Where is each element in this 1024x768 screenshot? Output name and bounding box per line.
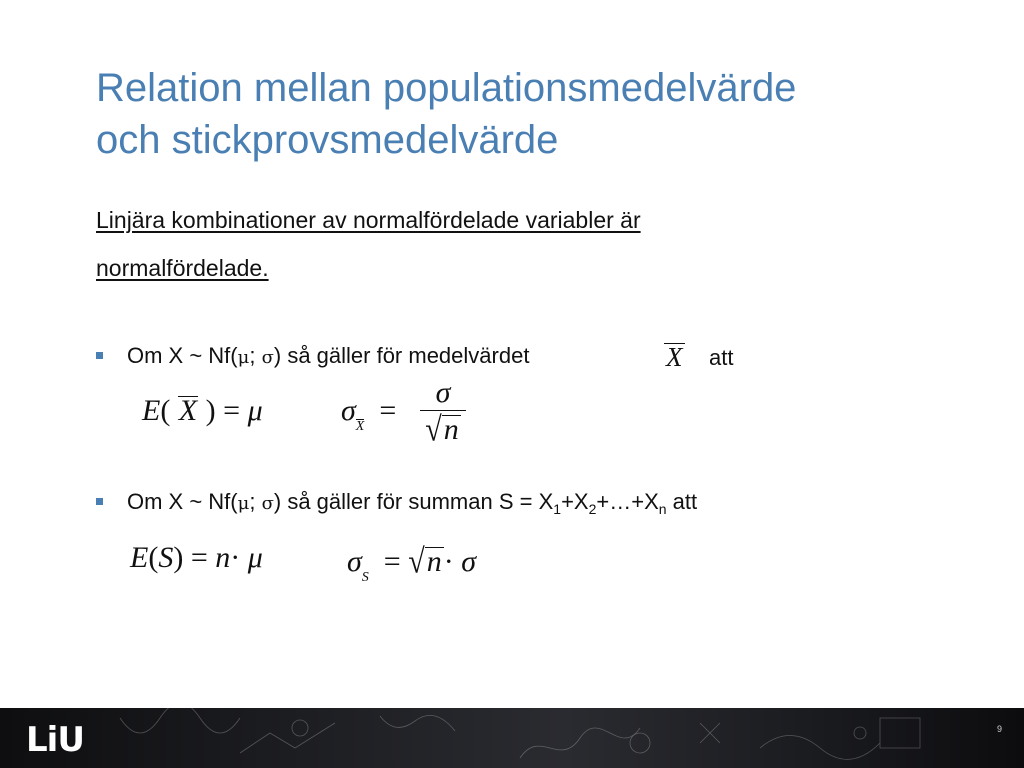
bullet2-plus1: +X xyxy=(561,489,589,514)
sqrt-icon: √ xyxy=(425,410,442,449)
formula-expectation-mean: E( X ) = μ xyxy=(142,394,263,427)
bullet1-suffix: ) så gäller för medelvärdet xyxy=(273,343,530,368)
footer-background-pattern-icon xyxy=(0,708,1024,768)
page-number: 9 xyxy=(996,724,1002,734)
formula1-fraction xyxy=(420,376,466,449)
title-line-2: och stickprovsmedelvärde xyxy=(96,118,559,162)
formula1-sigma-sub: X xyxy=(355,419,365,434)
formula-sd-sum: $\sigma_S = √n\cdot \sigma$ xyxy=(347,542,476,585)
formula2-E: E xyxy=(130,541,149,574)
bullet1-mu: μ xyxy=(237,347,250,368)
formula1-xbar: X xyxy=(178,394,198,427)
bullet2-sub1: 1 xyxy=(553,501,562,517)
bullet2-subn: n xyxy=(658,501,667,517)
subtitle xyxy=(96,196,856,292)
formula1-frac-den: n xyxy=(443,413,459,446)
bullet-mean xyxy=(96,343,529,369)
bullet1-sigma: σ xyxy=(261,347,274,368)
formula1-sigma: σ xyxy=(341,394,356,427)
liu-logo: LiU xyxy=(26,720,84,760)
formula2-sigma: σ xyxy=(347,545,362,578)
bullet2-plus2: +…+X xyxy=(596,489,659,514)
formula-expectation-sum: E(S) = n· μ xyxy=(130,541,263,574)
bullet1-prefix: Om X ~ Nf( xyxy=(127,343,238,368)
subtitle-line-2: normalfördelade. xyxy=(96,255,269,281)
bullet2-suffix: ) så gäller för summan S = X xyxy=(273,489,554,514)
bullet2-sub2: 2 xyxy=(588,501,597,517)
bullet-sum xyxy=(96,489,697,515)
formula2-sigma2: σ xyxy=(461,545,476,578)
formula2-S: S xyxy=(158,541,174,574)
formula1-E: E xyxy=(142,394,161,427)
subtitle-line-1: Linjära kombinationer av normalfördelade variabler är xyxy=(96,207,641,233)
bullet1-xbar: X xyxy=(666,342,683,372)
formula2-mu: μ xyxy=(247,541,263,574)
bullet2-mu: μ xyxy=(237,493,250,514)
bullet2-sigma: σ xyxy=(261,493,274,514)
formula-sd-mean: $\sigma_X$ = xyxy=(341,394,397,434)
bullet2-prefix: Om X ~ Nf( xyxy=(127,489,238,514)
bullet1-sep: ; xyxy=(249,343,256,368)
formula2-n: n xyxy=(215,541,231,574)
bullet-marker-icon xyxy=(96,352,103,359)
formula1-frac-num: σ xyxy=(420,376,466,411)
slide-title xyxy=(96,62,976,166)
formula2-sqrt-n: n xyxy=(426,545,442,578)
formula1-mu: μ xyxy=(247,394,263,427)
title-line-1: Relation mellan populationsmedelvärde xyxy=(96,66,797,110)
bullet1-att: att xyxy=(709,345,734,370)
bullet2-sep: ; xyxy=(249,489,256,514)
formula2-sigma-sub: S xyxy=(361,570,369,585)
bullet2-att: att xyxy=(666,489,698,514)
bullet-marker-icon xyxy=(96,498,103,505)
footer-bar xyxy=(0,708,1024,768)
sqrt-icon: √ xyxy=(408,542,425,581)
